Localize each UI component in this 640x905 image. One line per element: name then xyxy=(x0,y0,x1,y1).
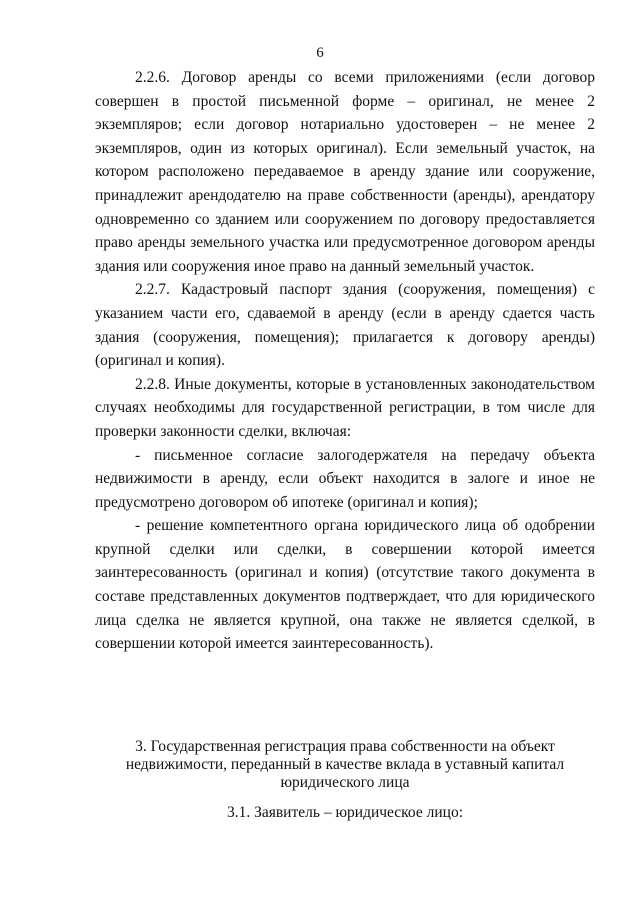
list-item-pledgee-consent: - письменное согласие залогодержателя на передачу объекта недвижимости в аренду, если объект находится в залоге и иное не предусмотрено договором об ипотеке (оригинал и копия); xyxy=(95,446,595,511)
paragraph-2-2-6: 2.2.6. Договор аренды со всеми приложениями (если договор совершен в простой письменной форме – оригинал, не менее 2 экземпляров; если договор нотариально удостоверен – не менее 2 экземпляров, один из которых оригинал). Если земельный участок, на котором расположено передаваемое в аренду здание или сооружение, принадлежит арендодателю на праве собственности (аренды), арендатору одновременно со зданием или сооружением по договору предоставляется право аренды земельного участка или предусмотренное договором аренды здания или сооружения иное право на данный земельный участок. xyxy=(95,69,595,275)
body-text xyxy=(95,66,595,656)
paragraph-2-2-7: 2.2.7. Кадастровый паспорт здания (сооружения, помещения) с указанием части его, сдаваемой в аренду (если в аренду сдается часть здания (сооружения, помещения); прилагается к договору аренды) (оригинал и копия). xyxy=(95,281,595,370)
list-item-approval-decision: - решение компетентного органа юридического лица об одобрении крупной сделки или сделки, в совершении которой имеется заинтересованность (оригинал и копия) (отсутствие такого документа в составе представленных документов подтверждает, что для юридического лица сделка не является крупной, она также не является сделкой, в совершении которой имеется заинтересованность). xyxy=(95,517,595,653)
page-number: 6 xyxy=(316,45,324,61)
section-heading: 3. Государственная регистрация права собственности на объект недвижимости, переданный в качестве вклада в уставный капитал юридического лица xyxy=(125,738,565,791)
paragraph-2-2-8: 2.2.8. Иные документы, которые в установленных законодательством случаях необходимы для государственной регистрации, в том числе для проверки законности сделки, включая: xyxy=(95,375,595,440)
subsection-heading: 3.1. Заявитель – юридическое лицо: xyxy=(226,804,464,821)
